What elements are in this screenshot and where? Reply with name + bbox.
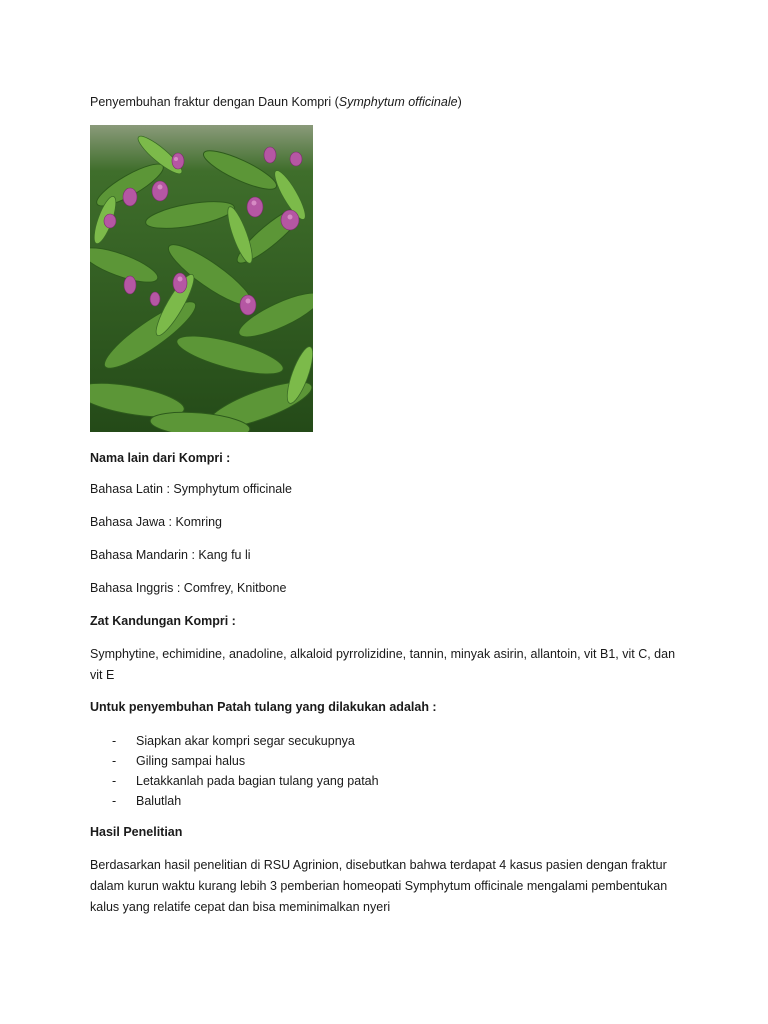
list-item-text: Balutlah	[136, 794, 182, 808]
content-heading: Zat Kandungan Kompri :	[90, 614, 236, 628]
name-mandarin: Bahasa Mandarin : Kang fu li	[90, 548, 251, 562]
list-item	[90, 731, 379, 751]
name-english: Bahasa Inggris : Comfrey, Knitbone	[90, 581, 287, 595]
name-javanese: Bahasa Jawa : Komring	[90, 515, 223, 529]
list-item-text: Giling sampai halus	[136, 754, 246, 768]
treatment-steps-list	[90, 731, 379, 811]
treatment-heading: Untuk penyembuhan Patah tulang yang dilakukan adalah :	[90, 700, 437, 714]
other-names-heading: Nama lain dari Kompri :	[90, 451, 231, 465]
comfrey-plant-photo	[90, 125, 313, 432]
list-item-text: Letakkanlah pada bagian tulang yang patah	[136, 774, 379, 788]
list-item	[90, 771, 379, 791]
research-text: Berdasarkan hasil penelitian di RSU Agrinion, disebutkan bahwa terdapat 4 kasus pasien dengan fraktur dalam kurun waktu kurang lebih 3 pemberian homeopati Symphytum officinale mengalami pembentukan kalus yang relatife cepat dan bisa meminimalkan nyeri	[90, 858, 668, 914]
title-scientific-name: Symphytum officinale	[338, 95, 458, 109]
list-dash: -	[112, 754, 117, 768]
content-text: Symphytine, echimidine, anadoline, alkaloid pyrrolizidine, tannin, minyak asirin, allantoin, vit B1, vit C, dan vit E	[90, 647, 676, 682]
title-text: Penyembuhan fraktur dengan Daun Kompri (	[90, 95, 339, 109]
list-dash: -	[112, 774, 117, 788]
title-close: )	[457, 95, 462, 109]
list-item-text: Siapkan akar kompri segar secukupnya	[136, 734, 355, 748]
list-dash: -	[112, 734, 117, 748]
list-item	[90, 791, 379, 811]
list-item	[90, 751, 379, 771]
name-latin: Bahasa Latin : Symphytum officinale	[90, 482, 292, 496]
research-heading: Hasil Penelitian	[90, 825, 183, 839]
page-title	[90, 94, 462, 110]
list-dash: -	[112, 794, 117, 808]
